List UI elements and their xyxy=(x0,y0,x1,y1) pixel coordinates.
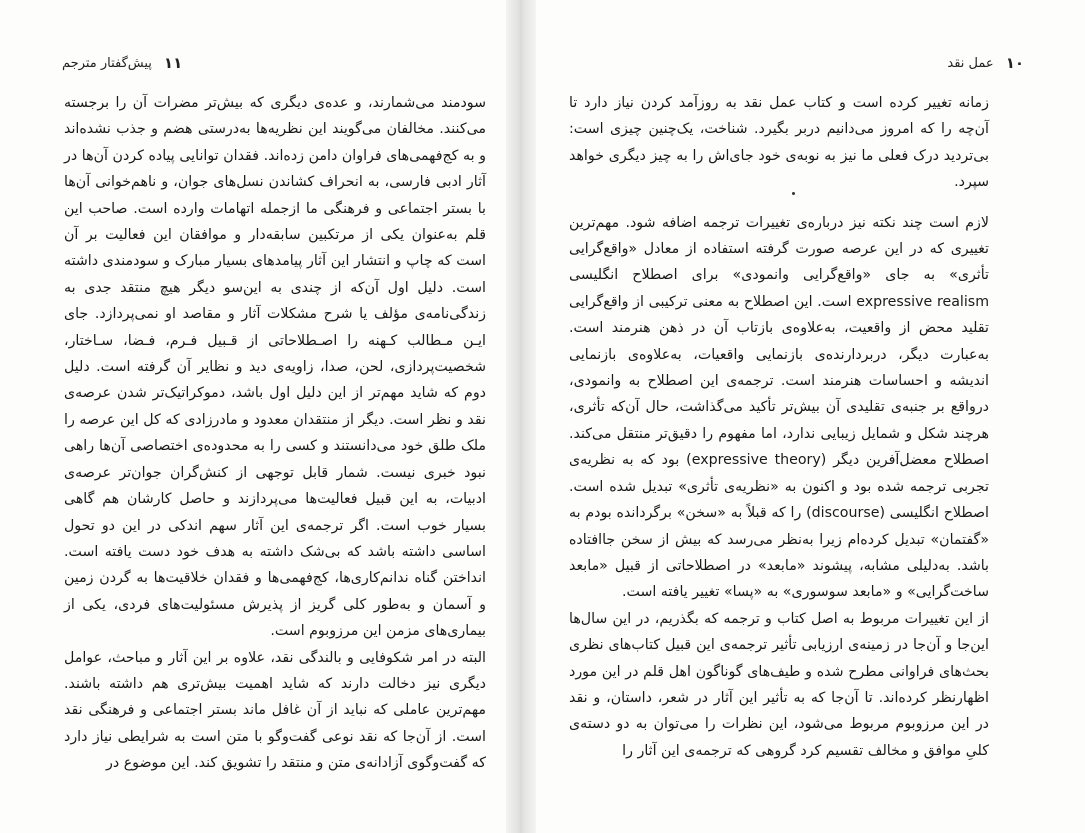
page-number: ۱۱ xyxy=(163,54,183,72)
paragraph: زمانه تغییر کرده است و کتاب عمل نقد به روزآمد کردن نیاز دارد تا آن‌چه را که امروز می‌دانیم دربر بگیرد. شناخت، یک‌چنین چیزی است: بی‌تردید درک فعلی ما نیز به نوبه‌ی خود جای‌اش را به چیز دیگری خواهد سپرد. xyxy=(569,95,989,191)
left-page xyxy=(0,0,506,833)
right-page-header xyxy=(914,54,1024,72)
book-gutter xyxy=(506,0,536,833)
paragraph: البته در امر شکوفایی و بالندگی نقد، علاوه بر این آثار و مباحث، عوامل دیگری نیز دخالت دارند که شاید اهمیت بیش‌تری هم داشته باشند. مهم‌ترین عاملی که نباید از آن غافل ماند بستر اجتماعی و فرهنگی نقد است. از آن‌جا که نقد نوعی گفت‌وگو با متن است به شرایطی نیاز دارد که گفت‌وگوی آزادانه‌ی متن و منتقد را تشویق کند. این موضوع در xyxy=(64,649,486,772)
print-speck xyxy=(792,192,795,195)
right-page xyxy=(536,0,1085,833)
left-page-body xyxy=(64,90,486,777)
left-page-header xyxy=(62,54,484,72)
paragraph: لازم است چند نکته نیز درباره‌ی تغییرات ترجمه اضافه شود. مهم‌ترین تغییری که در این عرصه صورت گرفته استفاده از معادل «واقع‌گرایی تأثری» به جای «واقع‌گرایی وانمودی» برای اصطلاح انگلیسی expressive realism است. این اصطلاح به معنی ترکیبی از واقع‌گرایی تقلید محض از واقعیت، به‌علاوه‌ی بازتاب آن در ذهن هنرمند است. به‌عبارت دیگر، دربردارنده‌ی بازنمایی واقعیات، به‌علاوه‌ی بازنمایی اندیشه و احساسات هنرمند است. ترجمه‌ی این اصطلاح به وانمودی، درواقع بر جنبه‌ی تقلیدی آن بیش‌تر تأکید می‌گذاشت، حال آن‌که تأثری، هرچند شکل و شمایل زیبایی ندارد، اما مفهوم را دقیق‌تر منتقل می‌کند. اصطلاح معضل‌آفرین دیگر (expressive theory) بود که به نظریه‌ی تجربی ترجمه شده بود و اکنون به «نظریه‌ی تأثری» تبدیل شده است. اصطلاح انگلیسی (discourse) را که قبلاً به «سخن» برگردانده بودم به «گفتمان» تبدیل کرده‌ام زیرا به‌نظر می‌رسد که بیش از سخن جاافتاده باشد. به‌دلیلی مشابه، پیشوند «مابعد» در اصطلاحاتی از قبیل «مابعد ساخت‌گرایی» و «مابعد سوسوری» به «پسا» تغییر یافته است. xyxy=(569,214,990,601)
right-page-body xyxy=(569,90,989,764)
running-head-title: پیش‌گفتار مترجم xyxy=(62,55,152,71)
running-head-title: عمل نقد xyxy=(947,55,994,71)
page-number: ۱۰ xyxy=(1005,54,1024,72)
paragraph: سودمند می‌شمارند، و عده‌ی دیگری که بیش‌تر مضرات آن را برجسته می‌کنند. مخالفان می‌گویند این نظریه‌ها به‌درستی هضم و جذب نشده‌اند و به کج‌فهمی‌های فراوان دامن زده‌اند. فقدان توانایی پیاده کردن آن‌ها در آثار ادبی فارسی، به انحراف کشاندن نسل‌های جوان، و ناهم‌خوانی آن‌ها با بستر اجتماعی و فرهنگی ما ازجمله اتهامات وارده است. صاحب این قلم به‌عنوان یکی از مرتکبین سابقه‌دار و موافقان این فعالیت بر آن است که چاپ و انتشار این آثار پیامدهای بسیار مبارک و سودمندی داشته است. دلیل اول آن‌که از چندی به این‌سو دیگر هیچ منتقد جدی به زندگی‌نامه‌ی مؤلف یا شرح مشکلات آثار و مقاصد او نمی‌پردازد. جای ایـن مـطالب کـهنه را اصـطلاحاتی از قـبیل فـرم، فـضا، سـاختار، شخصیت‌پردازی، لحن، صدا، زاویه‌ی دید و نظایر آن گرفته است. دلیل دوم که شاید مهم‌تر از این دلیل اول باشد، دموکراتیک‌تر شدن عرصه‌ی نقد و نظر است. دیگر از منتقدان معدود و مادرزادی که کل این عرصه را ملک طلق خود می‌دانستند و کسی را به محدوده‌ی اختصاصی آن‌ها راهی نبود خبری نیست. شمار قابل توجهی از کنش‌گران جوان‌تر عرصه‌ی ادبیات، به این قبیل فعالیت‌ها می‌پردازند و حاصل کارشان هم گاهی بسیار خوب است. اگر ترجمه‌ی این آثار سهم اندکی در این دو تحول اساسی داشته باشد که بی‌شک داشته به هدف خود دست یافته است. انداختن گناه ندانم‌کاری‌ها، کج‌فهمی‌ها و فقدان خلاقیت‌ها به گردن زمین و آسمان و به‌طور کلی گریز از پذیرش مسئولیت‌های فردی، یکی از بیماری‌های مزمن این مرزوبوم است. xyxy=(64,95,486,640)
paragraph: از این تغییرات مربوط به اصل کتاب و ترجمه که بگذریم، در این سال‌ها این‌جا و آن‌جا در زمینه‌ی ارزیابی تأثیر ترجمه‌ی این قبیل کتاب‌های نظری بحث‌های فراوانی مطرح شده و طیف‌های گوناگون اهل قلم در این مورد اظهارنظر کرده‌اند. تا آن‌جا که به تأثیر این آثار در شعر، داستان، و نقد در این مرزوبوم مربوط می‌شود، این نظرات را می‌توان به دو دسته‌ی کلیِ موافق و مخالف تقسیم کرد گروهی که ترجمه‌ی این آثار را xyxy=(569,610,989,759)
